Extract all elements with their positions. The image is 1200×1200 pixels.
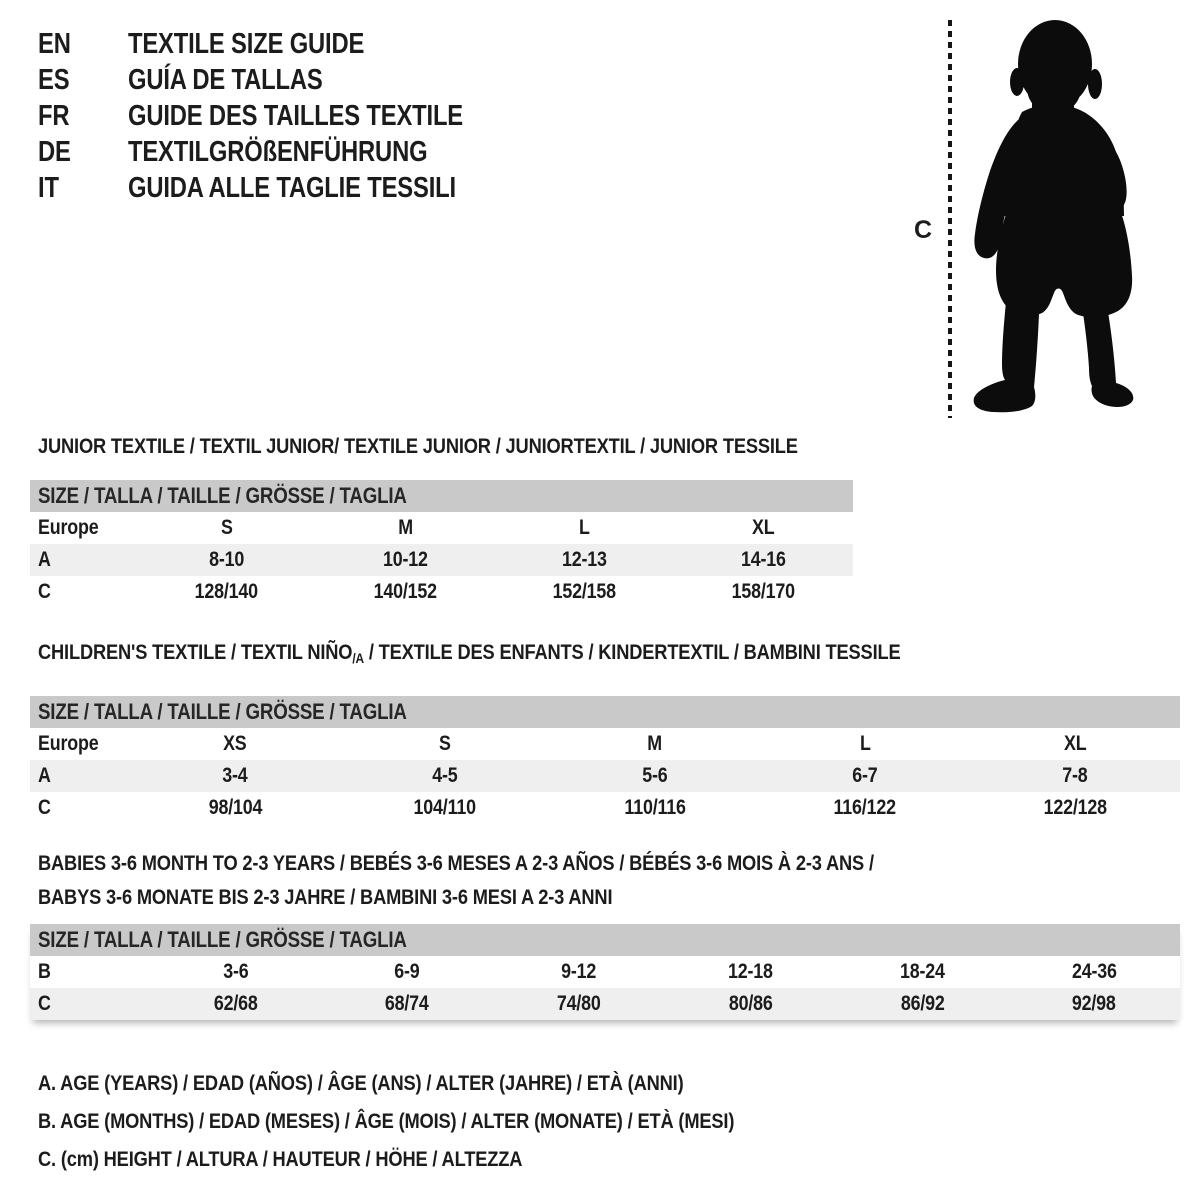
lang-row-en — [38, 26, 537, 62]
height-dashed-line — [948, 20, 952, 418]
baby-ear-right — [1088, 69, 1102, 99]
lang-code-es: ES — [38, 64, 70, 96]
footnote-a: A. AGE (YEARS) / EDAD (AÑOS) / ÂGE (ANS) / ALTER (JAHRE) / ETÀ (ANNI) — [38, 1071, 684, 1095]
babies-title: BABIES 3-6 MONTH TO 2-3 YEARS / BEBÉS 3-6 MESES A 2-3 AÑOS / BÉBÉS 3-6 MOIS À 2-3 ANS / BABYS 3-6 MONATE BIS 2-3 JAHRE / BAMBINI 3-6 MESI A 2-3 ANNI — [38, 851, 874, 909]
children-title-subscript: /A — [352, 650, 364, 666]
table-row: Europe XS S M L XL — [30, 728, 1180, 760]
baby-ear-left — [1010, 68, 1024, 96]
height-measure-label: C — [914, 216, 933, 244]
row-label: C — [30, 576, 137, 608]
size-header-cell: SIZE / TALLA / TAILLE / GRÖSSE / TAGLIA — [30, 924, 1180, 956]
children-title: CHILDREN'S TEXTILE / TEXTIL $NIÑO_{/A}$ / TEXTILE DES ENFANTS / KINDERTEXTIL / BAMBINI TESSILE — [38, 640, 901, 666]
lang-label-it: GUIDA ALLE TAGLIE TESSILI — [128, 172, 457, 204]
size-header-cell: SIZE / TALLA / TAILLE / GRÖSSE / TAGLIA — [30, 480, 853, 512]
table-row: C 62/68 68/74 74/80 80/86 86/92 92/98 — [30, 988, 1180, 1020]
size-header-cell: SIZE / TALLA / TAILLE / GRÖSSE / TAGLIA — [30, 696, 1180, 728]
babies-section — [30, 846, 1180, 1020]
lang-label-de: TEXTILGRÖßENFÜHRUNG — [128, 136, 428, 168]
children-size-table — [30, 696, 1180, 824]
lang-code-it: IT — [38, 172, 59, 204]
lang-row-fr — [38, 98, 537, 134]
junior-size-table — [30, 480, 853, 608]
lang-code-en: EN — [38, 28, 71, 60]
row-label: C — [30, 792, 130, 824]
lang-row-es — [38, 62, 537, 98]
table-row: B 3-6 6-9 9-12 12-18 18-24 24-36 — [30, 956, 1180, 988]
footnote-c: C. (cm) HEIGHT / ALTURA / HAUTEUR / HÖHE / ALTEZZA — [38, 1147, 523, 1171]
language-title-list — [38, 26, 537, 206]
children-section — [30, 640, 1180, 824]
baby-leg-right — [1082, 293, 1133, 407]
lang-label-es: GUÍA DE TALLAS — [128, 64, 323, 96]
junior-section — [30, 434, 853, 608]
size-header-row — [30, 924, 1180, 956]
row-label: C — [30, 988, 150, 1020]
size-header-row — [30, 480, 853, 512]
lang-label-en: TEXTILE SIZE GUIDE — [128, 28, 365, 60]
lang-row-it — [38, 170, 537, 206]
junior-title: JUNIOR TEXTILE / TEXTIL JUNIOR/ TEXTILE JUNIOR / JUNIORTEXTIL / JUNIOR TESSILE — [38, 434, 798, 458]
lang-code-de: DE — [38, 136, 71, 168]
row-label: B — [30, 956, 150, 988]
baby-silhouette-image — [962, 16, 1142, 420]
table-row: Europe S M L XL — [30, 512, 853, 544]
babies-size-table — [30, 924, 1180, 1020]
table-row: A 3-4 4-5 5-6 6-7 7-8 — [30, 760, 1180, 792]
footnote-b: B. AGE (MONTHS) / EDAD (MESES) / ÂGE (MOIS) / ALTER (MONATE) / ETÀ (MESI) — [38, 1109, 735, 1133]
table-row: A 8-10 10-12 12-13 14-16 — [30, 544, 853, 576]
lang-row-de — [38, 134, 537, 170]
size-header-row — [30, 696, 1180, 728]
legend-footnotes — [38, 1064, 857, 1178]
row-label: Europe — [30, 512, 137, 544]
lang-label-fr: GUIDE DES TAILLES TEXTILE — [128, 100, 464, 132]
lang-code-fr: FR — [38, 100, 70, 132]
table-row: C 128/140 140/152 152/158 158/170 — [30, 576, 853, 608]
row-label: A — [30, 544, 137, 576]
table-row: C 98/104 104/110 110/116 116/122 122/128 — [30, 792, 1180, 824]
baby-leg-left — [974, 296, 1039, 412]
row-label: A — [30, 760, 130, 792]
row-label: Europe — [30, 728, 130, 760]
